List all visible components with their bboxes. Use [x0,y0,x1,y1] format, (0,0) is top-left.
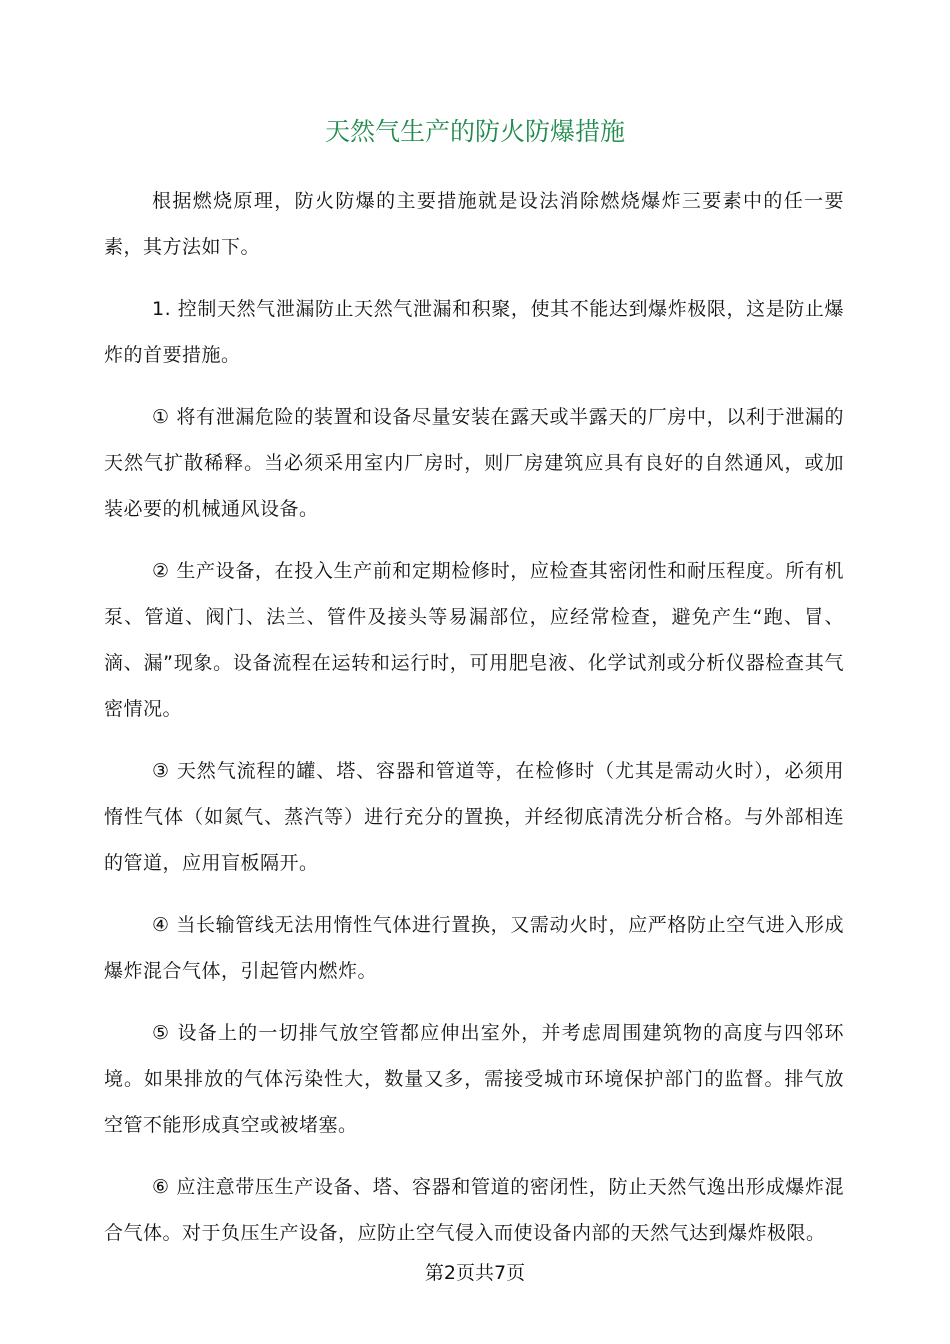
paragraph-section-1: 1. 控制天然气泄漏防止天然气泄漏和积聚，使其不能达到爆炸极限，这是防止爆炸的首要措施。 [104,298,844,366]
paragraph-item-6: ⑥ 应注意带压生产设备、塔、容器和管道的密闭性，防止天然气逸出形成爆炸混合气体。对于负压生产设备，应防止空气侵入而使设备内部的天然气达到爆炸极限。 [104,1176,844,1244]
paragraph-item-3: ③ 天然气流程的罐、塔、容器和管道等，在检修时（尤其是需动火时），必须用惰性气体（如氮气、蒸汽等）进行充分的置换，并经彻底清洗分析合格。与外部相连的管道，应用盲板隔开。 [104,760,844,874]
page-number-footer: 第2页共7页 [424,1262,526,1284]
document-body [104,178,844,1272]
paragraph-item-2: ② 生产设备，在投入生产前和定期检修时，应检查其密闭性和耐压程度。所有机泵、管道、阀门、法兰、管件及接头等易漏部位，应经常检查，避免产生“跑、冒、滴、漏”现象。设备流程在运转和运行时，可用肥皂液、化学试剂或分析仪器检查其气密情况。 [104,560,844,720]
paragraph-item-4: ④ 当长输管线无法用惰性气体进行置换，又需动火时，应严格防止空气进入形成爆炸混合气体，引起管内燃炸。 [104,914,844,982]
page-title: 天然气生产的防火防爆措施 [324,117,625,146]
paragraph-item-5: ⑤ 设备上的一切排气放空管都应伸出室外，并考虑周围建筑物的高度与四邻环境。如果排放的气体污染性大，数量又多，需接受城市环境保护部门的监督。排气放空管不能形成真空或被堵塞。 [104,1022,844,1136]
paragraph-item-1: ① 将有泄漏危险的装置和设备尽量安装在露天或半露天的厂房中，以利于泄漏的天然气扩散稀释。当必须采用室内厂房时，则厂房建筑应具有良好的自然通风，或加装必要的机械通风设备。 [104,406,844,520]
paragraph-intro: 根据燃烧原理，防火防爆的主要措施就是设法消除燃烧爆炸三要素中的任一要素，其方法如下。 [104,190,844,258]
